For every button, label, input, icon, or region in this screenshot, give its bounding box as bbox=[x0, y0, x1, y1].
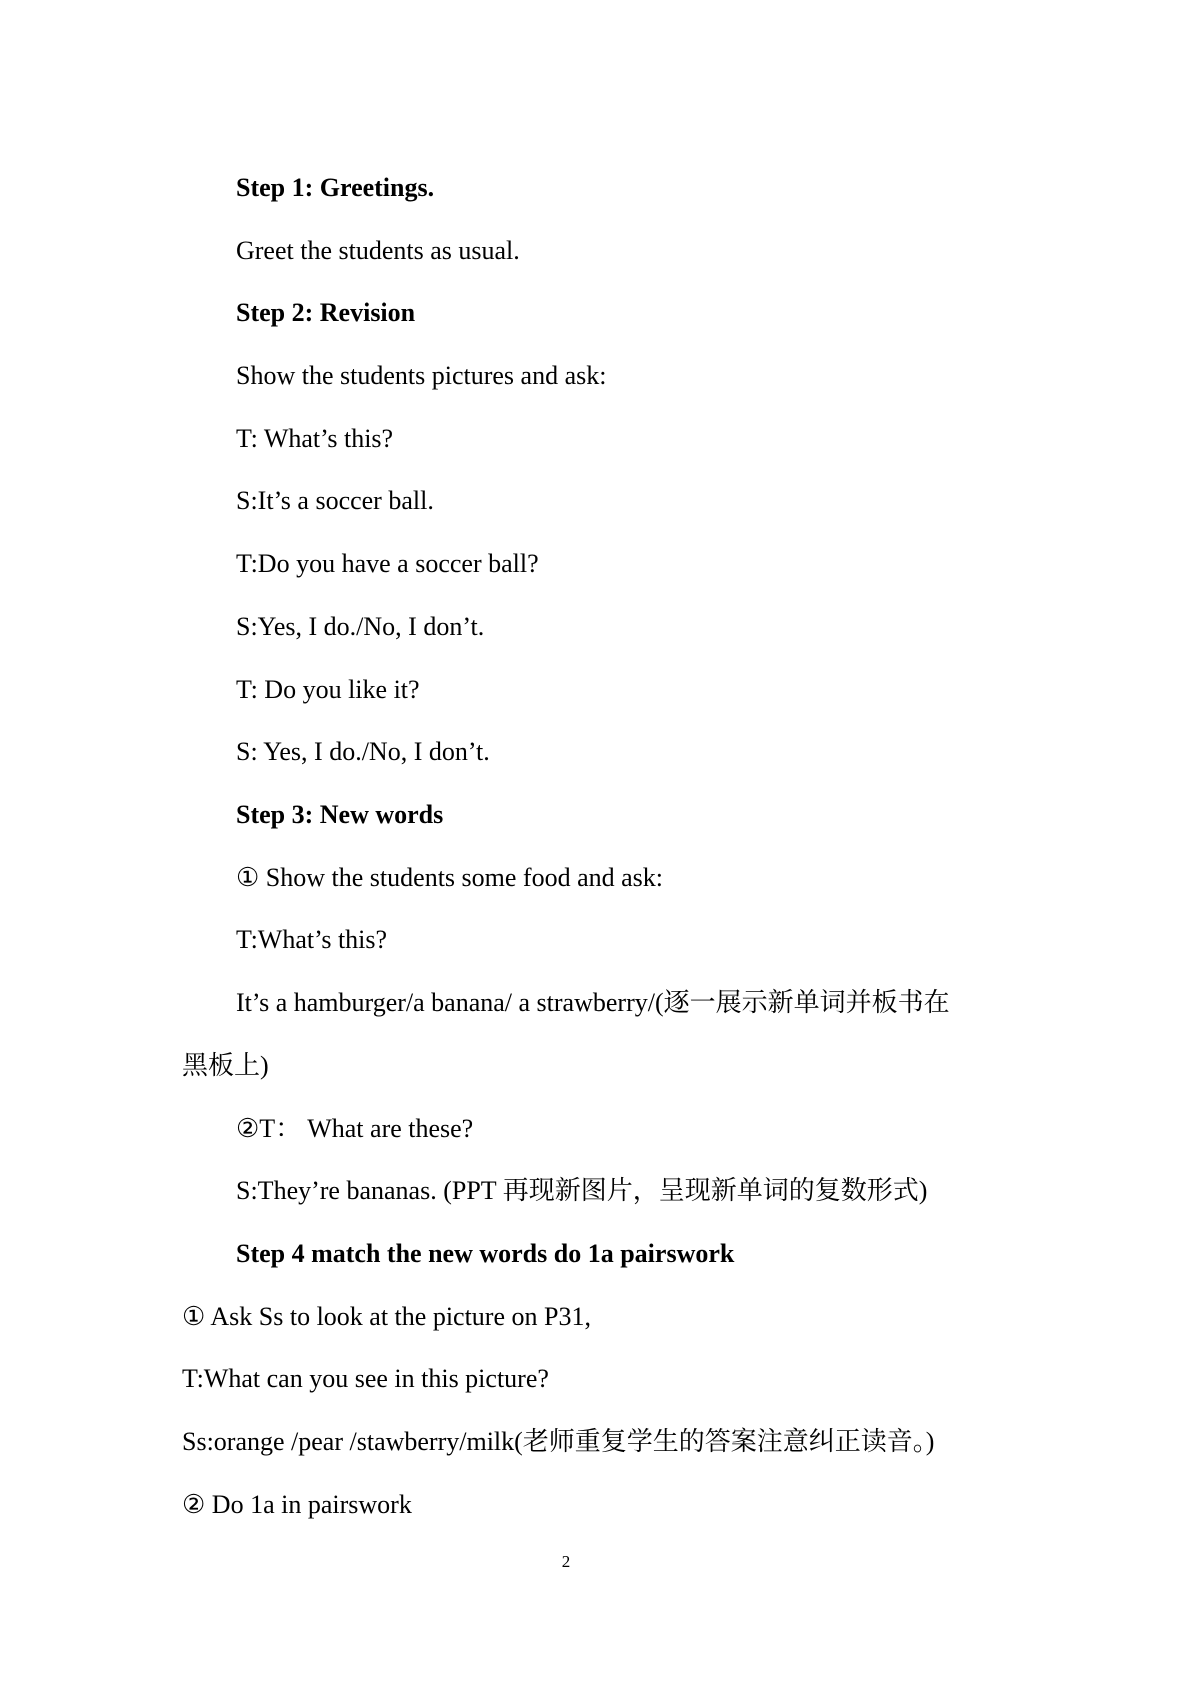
dialogue-line: ②T： What are these? bbox=[236, 1114, 474, 1143]
dialogue-line: T: Do you like it? bbox=[236, 675, 420, 704]
step-1-heading: Step 1: Greetings. bbox=[236, 173, 435, 202]
body-line: ① Ask Ss to look at the picture on P31, bbox=[182, 1302, 591, 1331]
dialogue-line: S: Yes, I do./No, I don’t. bbox=[236, 737, 490, 766]
step-3-heading: Step 3: New words bbox=[236, 800, 444, 829]
page-number: 2 bbox=[561, 1552, 571, 1571]
dialogue-line: S:They’re bananas. (PPT 再现新图片，呈现新单词的复数形式) bbox=[236, 1176, 928, 1205]
body-line: It’s a hamburger/a banana/ a strawberry/(逐一展示新单词并板书在 bbox=[236, 988, 950, 1017]
body-line: Greet the students as usual. bbox=[236, 236, 520, 265]
body-line: ① Show the students some food and ask: bbox=[236, 863, 663, 892]
step-2-heading: Step 2: Revision bbox=[236, 298, 416, 327]
dialogue-line: T: What’s this? bbox=[236, 424, 394, 453]
dialogue-line: Ss:orange /pear /stawberry/milk(老师重复学生的答案注意纠正读音。) bbox=[182, 1427, 935, 1456]
body-line: 黑板上) bbox=[182, 1051, 269, 1080]
dialogue-line: S:Yes, I do./No, I don’t. bbox=[236, 612, 485, 641]
step-4-heading: Step 4 match the new words do 1a pairswork bbox=[236, 1239, 735, 1268]
dialogue-line: T:What can you see in this picture? bbox=[182, 1364, 549, 1393]
body-line: Show the students pictures and ask: bbox=[236, 361, 607, 390]
dialogue-line: T:What’s this? bbox=[236, 925, 388, 954]
body-line: ② Do 1a in pairswork bbox=[182, 1490, 412, 1519]
dialogue-line: T:Do you have a soccer ball? bbox=[236, 549, 539, 578]
dialogue-line: S:It’s a soccer ball. bbox=[236, 486, 434, 515]
